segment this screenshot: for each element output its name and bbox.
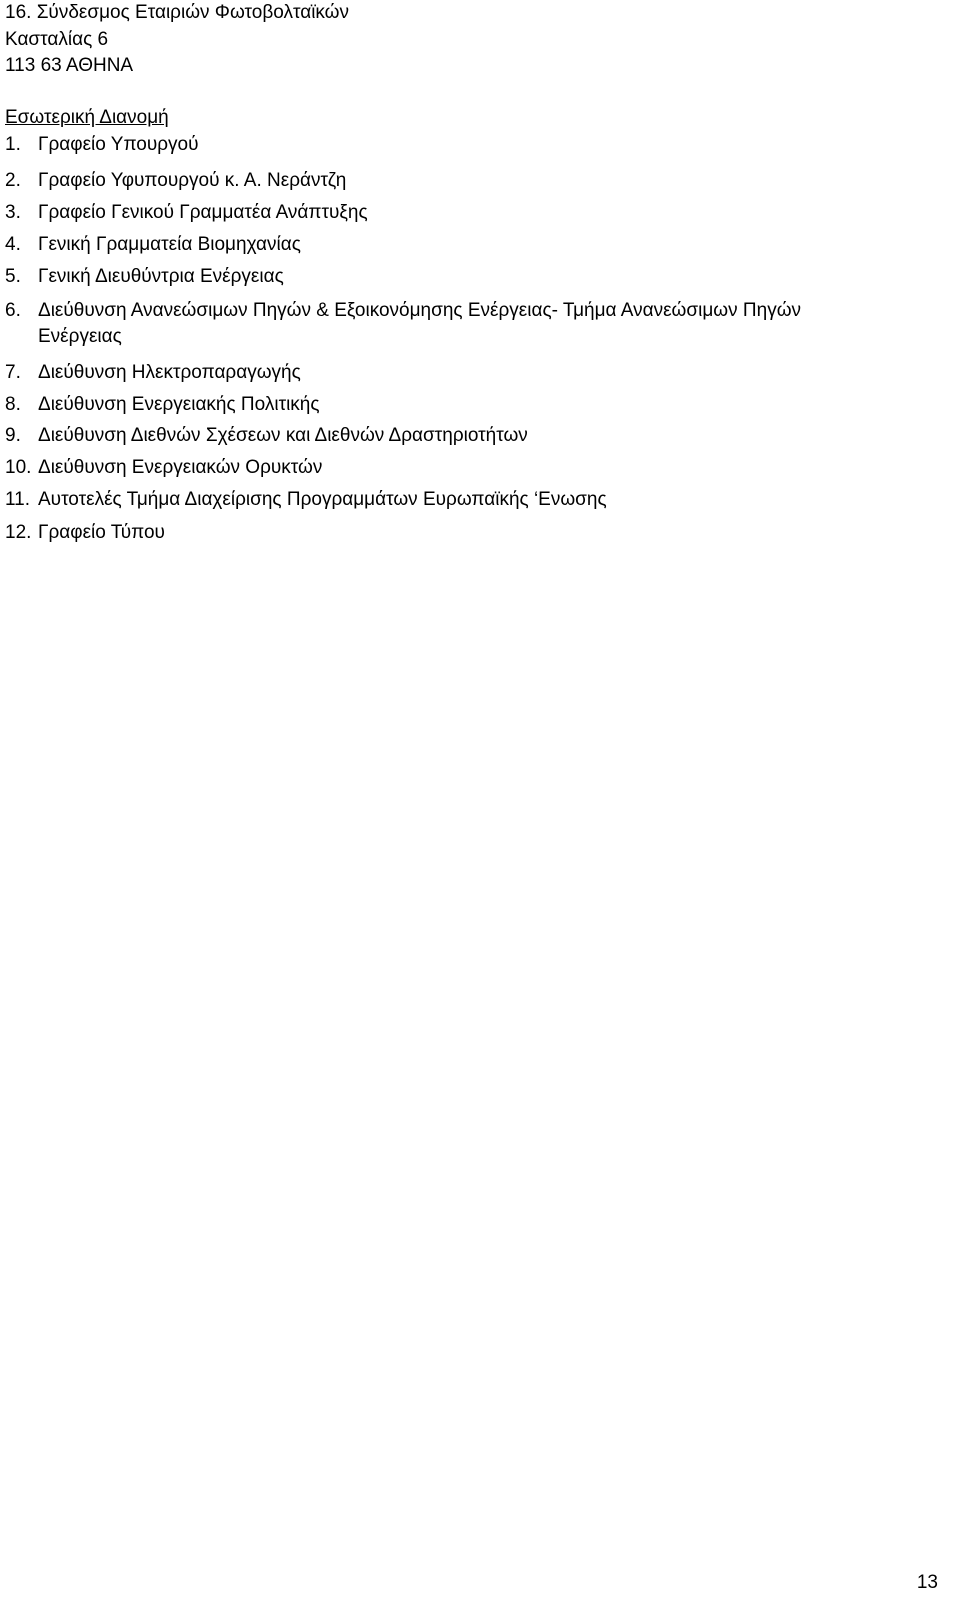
distribution-item xyxy=(5,392,950,418)
distribution-title: Εσωτερική Διανομή xyxy=(5,107,169,128)
recipient-organization: 16. Σύνδεσμος Εταιριών Φωτοβολταϊκών xyxy=(5,2,350,23)
item-number: 8. xyxy=(5,394,21,415)
item-number: 2. xyxy=(5,170,21,191)
item-text: Γραφείο Υπουργού xyxy=(38,134,199,155)
item-number: 4. xyxy=(5,234,21,255)
item-number: 7. xyxy=(5,362,21,383)
item-text: Διεύθυνση Ενεργειακής Πολιτικής xyxy=(38,394,320,415)
distribution-item xyxy=(5,360,950,386)
item-text: Γραφείο Τύπου xyxy=(38,522,165,543)
distribution-item xyxy=(5,132,950,158)
item-text: Διεύθυνση Ενεργειακών Ορυκτών xyxy=(38,457,323,478)
item-number: 1. xyxy=(5,134,21,155)
item-number: 12. xyxy=(5,522,32,543)
recipient-postal-city: 113 63 ΑΘΗΝΑ xyxy=(5,55,134,76)
item-text: Γενική Γραμματεία Βιομηχανίας xyxy=(38,234,301,255)
item-text: Γενική Διευθύντρια Ενέργειας xyxy=(38,266,284,287)
item-number: 10. xyxy=(5,457,32,478)
distribution-item xyxy=(5,487,950,513)
distribution-item xyxy=(5,423,950,449)
recipient-street: Κασταλίας 6 xyxy=(5,29,109,50)
item-text: Διεύθυνση Ανανεώσιμων Πηγών & Εξοικονόμησης Ενέργειας- Τμήμα Ανανεώσιμων Πηγών xyxy=(38,300,802,321)
distribution-item xyxy=(5,264,950,290)
item-number: 6. xyxy=(5,300,21,321)
item-text: Γραφείο Γενικού Γραμματέα Ανάπτυξης xyxy=(38,202,368,223)
item-text-continuation: Ενέργειας xyxy=(38,326,122,347)
distribution-item xyxy=(5,455,950,481)
item-text: Γραφείο Υφυπουργού κ. Α. Νεράντζη xyxy=(38,170,347,191)
item-number: 3. xyxy=(5,202,21,223)
item-text: Διεύθυνση Ηλεκτροπαραγωγής xyxy=(38,362,301,383)
distribution-item xyxy=(5,520,950,546)
page-number: 13 xyxy=(916,1572,938,1593)
item-number: 9. xyxy=(5,425,21,446)
distribution-item xyxy=(5,298,950,324)
distribution-item xyxy=(5,168,950,194)
distribution-item xyxy=(5,200,950,226)
item-text: Αυτοτελές Τμήμα Διαχείρισης Προγραμμάτων Ευρωπαϊκής ‘Ενωσης xyxy=(38,489,607,510)
distribution-item xyxy=(5,232,950,258)
item-number: 5. xyxy=(5,266,21,287)
item-number: 11. xyxy=(5,489,31,510)
item-text: Διεύθυνση Διεθνών Σχέσεων και Διεθνών Δραστηριοτήτων xyxy=(38,425,528,446)
